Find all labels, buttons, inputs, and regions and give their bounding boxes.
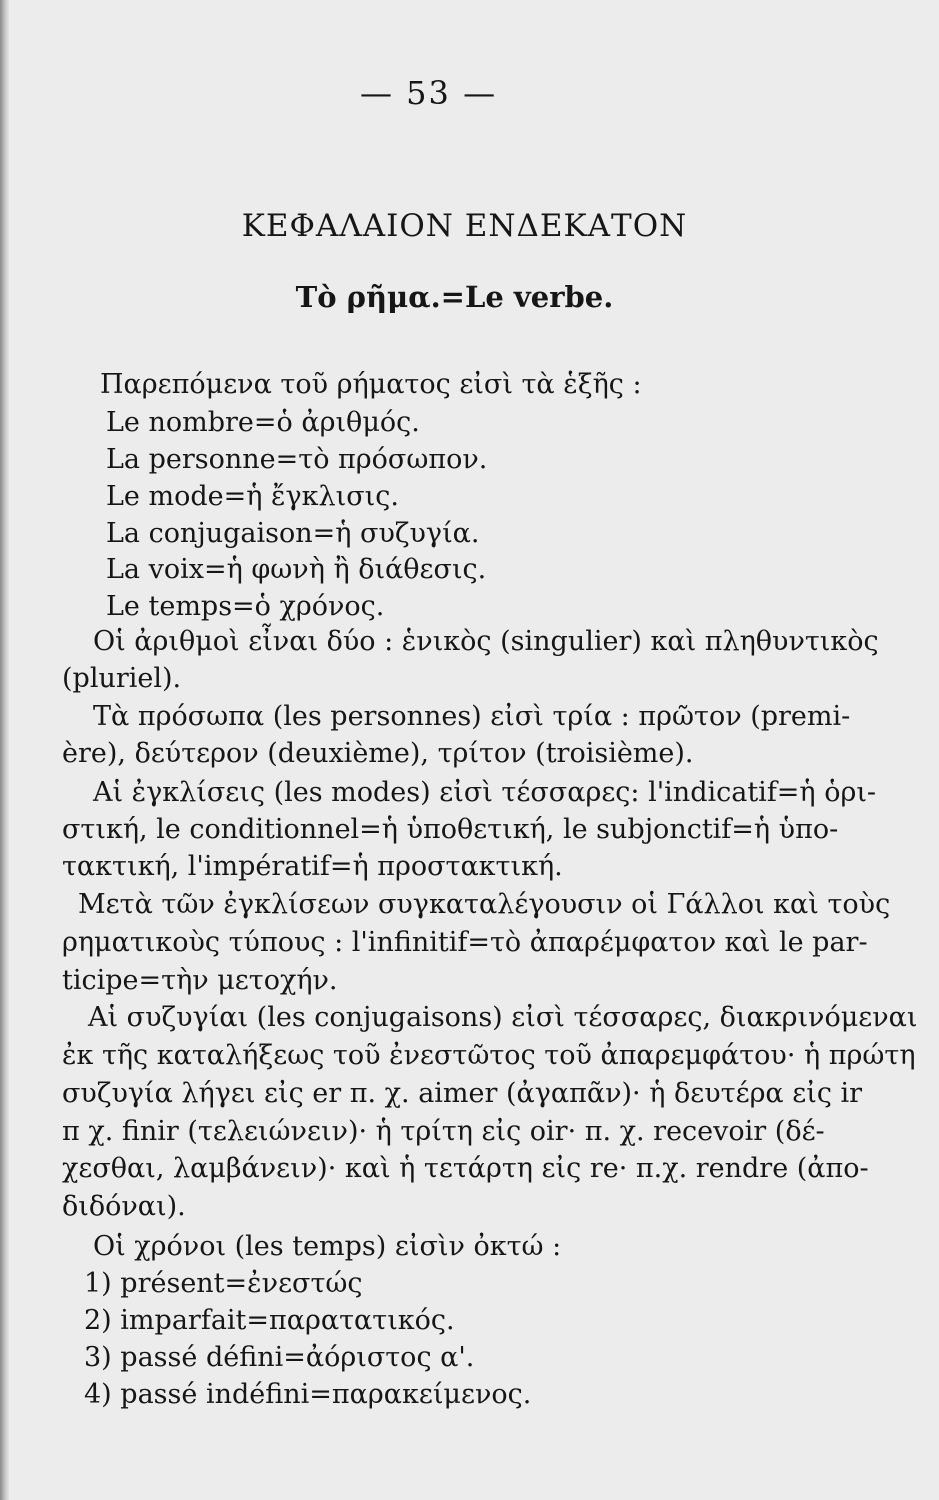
numbered-item: 4) passé indéfini=παρακείμενος. <box>84 1379 532 1410</box>
text-line: Τὰ πρόσωπα (les personnes) εἰσὶ τρία : πρῶτον (premi- <box>93 701 851 732</box>
text-line: Μετὰ τῶν ἐγκλίσεων συγκαταλέγουσιν οἱ Γάλλοι καὶ τοὺς <box>78 889 891 920</box>
text-line: ρηματικοὺς τύπους : l'infinitif=τὸ ἀπαρέμφατον καὶ le par- <box>62 927 868 958</box>
text-line: Le nombre=ὁ ἀριθμός. <box>106 407 420 438</box>
text-line: Οἱ ἀριθμοὶ εἶναι δύο : ἑνικὸς (singulier) καὶ πληθυντικὸς <box>93 626 879 657</box>
text-line: Αἱ συζυγίαι (les conjugaisons) εἰσὶ τέσσαρες, διακρινόμεναι <box>88 1002 918 1033</box>
section-title: Τὸ ρῆμα.=Le verbe. <box>295 280 614 314</box>
text-line: χεσθαι, λαμβάνειν)· καὶ ἡ τετάρτη εἰς re· π.χ. rendre (ἀπο- <box>62 1153 869 1184</box>
text-line: συζυγία λήγει εἰς er π. χ. aimer (ἀγαπᾶν)· ἡ δευτέρα εἰς ir <box>62 1078 863 1109</box>
chapter-title: ΚΕΦΑΛΑΙΟΝ ΕΝΔΕΚΑΤΟΝ <box>241 208 688 244</box>
text-line: La conjugaison=ἡ συζυγία. <box>106 518 480 549</box>
text-line: ἐκ τῆς καταλήξεως τοῦ ἐνεστῶτος τοῦ ἀπαρεμφάτου· ἡ πρώτη <box>62 1040 916 1071</box>
text-line: Le mode=ἡ ἔγκλισις. <box>106 481 399 512</box>
text-line: ticipe=τὴν μετοχήν. <box>62 965 338 996</box>
numbered-item: 2) imparfait=παρατατικός. <box>84 1305 455 1336</box>
text-line: Οἱ χρόνοι (les temps) εἰσὶν ὀκτώ : <box>93 1231 562 1262</box>
text-line: Le temps=ὁ χρόνος. <box>106 591 385 622</box>
text-line: π χ. finir (τελειώνειν)· ἡ τρίτη εἰς oir· π. χ. recevoir (δέ- <box>62 1116 825 1147</box>
text-line: διδόναι). <box>62 1191 186 1222</box>
text-line: La voix=ἡ φωνὴ ἢ διάθεσις. <box>106 554 487 585</box>
numbered-item: 3) passé défini=ἀόριστος α'. <box>84 1342 475 1373</box>
text-line: ère), δεύτερον (deuxième), τρίτον (troisième). <box>62 738 694 769</box>
text-line: Αἱ ἐγκλίσεις (les modes) εἰσὶ τέσσαρες: l'indicatif=ἡ ὁρι- <box>93 777 877 808</box>
text-line: La personne=τὸ πρόσωπον. <box>106 444 488 475</box>
text-line: τακτική, l'impératif=ἡ προστακτική. <box>62 851 563 882</box>
text-line: (pluriel). <box>62 663 182 694</box>
numbered-item: 1) présent=ἐνεστώς <box>84 1268 363 1299</box>
text-line: στική, le conditionnel=ἡ ὑποθετική, le subjonctif=ἡ ὑπο- <box>62 814 839 845</box>
page-number: — 53 — <box>360 74 498 112</box>
text-line: Παρεπόμενα τοῦ ρήματος εἰσὶ τὰ ἑξῆς : <box>100 369 642 400</box>
